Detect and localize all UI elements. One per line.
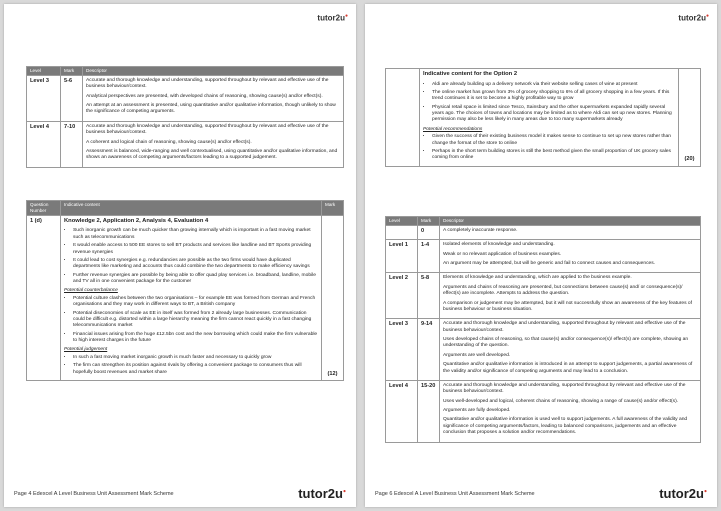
table-row — [386, 319, 701, 381]
list-item: • Potential culture clashes between the two organisations – for example EE was formed from German and French organisations and they may work in different ways to BT, a British company — [73, 296, 318, 309]
list-item: • The firm can strengthen its position against rivals by offering a convenient package to consumers thus will hopefully boost revenues and market share — [73, 363, 318, 376]
page-footer: Page 6 Edexcel A Level Business Unit Assessment Mark Scheme — [375, 491, 535, 497]
descriptor-text: A completely inaccurate response. — [443, 227, 518, 233]
descriptor-text: Accurate and thorough knowledge and understanding, supported throughout by relevant and effective use of the business behaviour/context. — [86, 123, 329, 136]
table-row — [386, 380, 701, 442]
descriptor — [83, 121, 344, 167]
col-header-descriptor: Descriptor — [440, 217, 701, 226]
descriptor-text: Isolated elements of knowledge and understanding. — [443, 242, 555, 248]
bullet-list — [64, 228, 318, 285]
table-row — [27, 215, 344, 380]
descriptor-text: A coherent and logical chain of reasoning, showing cause(s) and/or effect(s). — [86, 139, 252, 145]
list-item: • Further revenue synergies are possible by being able to offer quad play services i.e. broadband, landline, mobile and TV all in one convenient package for the customer — [73, 273, 318, 286]
descriptor — [440, 240, 701, 273]
level-label: Level 3 — [386, 319, 418, 381]
level-label — [386, 225, 418, 239]
descriptor-text: Quantitative and/or qualitative information is introduced in an attempt to support judgements, a partial awareness of the validity and/or significance of competing arguments and may lead to a conclusion. — [443, 362, 693, 374]
level-label: Level 3 — [27, 75, 61, 121]
list-item: • Physical retail space is limited since Tesco, Sainsbury and the other supermarkets expanded rapidly several years ago. The choices of towns and locations may be limited as to where Aldi can set up new stores. Planning permission may also be less likely in many areas due to too many supermarkets already — [432, 105, 675, 124]
col-header-level: Level — [386, 217, 418, 226]
descriptor-text: Accurate and thorough knowledge and understanding, supported throughout by relevant and effective use of the business behaviour/context. — [443, 321, 686, 333]
right-page — [365, 4, 717, 507]
level-label: Level 4 — [27, 121, 61, 167]
bullet-list — [423, 134, 675, 162]
list-item: • Perhaps in the short term building stores is still the best method given the small proportion of UK grocery sales coming from online — [432, 149, 675, 162]
descriptor-text: A comparison or judgement may be attempted, but it will not successfully show an awareness of the key features of business behaviour or business situation. — [443, 300, 693, 312]
left-levels-table — [26, 66, 344, 168]
mark-range: 15-20 — [418, 380, 440, 442]
list-item: • The online market has grown from 3% of grocery shopping to 6% of all grocery shopping in a few years. If this trend continues it is set to become a highly profitable way to grow — [432, 90, 675, 103]
page-footer: Page 4 Edexcel A Level Business Unit Assessment Mark Scheme — [14, 491, 174, 497]
descriptor-text: Uses well-developed and logical, coherent chains of reasoning, showing a range of cause(s) and/or effect(s). — [443, 398, 679, 404]
content-heading: Knowledge 2, Application 2, Analysis 4, Evaluation 4 — [64, 217, 209, 224]
option-table — [385, 68, 701, 167]
question-mark: (12) — [322, 215, 344, 380]
option-content — [420, 69, 679, 167]
col-header-mark: Mark — [418, 217, 440, 226]
table-row — [27, 75, 344, 121]
table-row — [27, 121, 344, 167]
list-item: • It could lead to cost synergies e.g. redundancies are possible as the two firms would have duplicated departments like marketing and accounts thus could combine the two departments to make efficiency savings — [73, 258, 318, 271]
indicative-content — [61, 215, 322, 380]
list-item: • Financial issues arising from the huge £12.5bn cost and the new borrowing which could make the firm vulnerable to high interest charges in the future — [73, 332, 318, 345]
brand-logo-small: tutor2u● — [317, 13, 348, 23]
col-header-mark: Mark — [61, 67, 83, 76]
list-item: • It would enable access to 500 EE stores to sell BT products and services like landline and BT Sports providing revenue synergies — [73, 243, 318, 256]
descriptor-text: Arguments are well developed. — [443, 352, 511, 358]
descriptor — [440, 273, 701, 319]
question-table — [26, 200, 344, 381]
list-item: • Such inorganic growth can be much quicker than growing internally which is important in a fast moving market such as telecommunications — [73, 228, 318, 241]
col-header-descriptor: Descriptor — [83, 67, 344, 76]
descriptor — [440, 319, 701, 381]
subheading-counterbalance: Potential counterbalance — [64, 288, 118, 294]
subheading-recommendations: Potential recommendations — [423, 126, 483, 132]
col-header-mark: Mark — [322, 201, 344, 216]
descriptor-text: An attempt at an assessment is presented, using quantitative and/or qualitative information, though unlikely to show the significance of competing arguments. — [86, 103, 336, 115]
mark-range: 9-14 — [418, 319, 440, 381]
question-number: 1 (d) — [27, 215, 61, 380]
descriptor-text: Elements of knowledge and understanding, which are applied to the business example. — [443, 275, 632, 281]
level-label: Level 4 — [386, 380, 418, 442]
list-item: • Given the success of their existing business model it makes sense to continue to set up new stores rather than change the format of the store to online — [432, 134, 675, 147]
mark-range: 7-10 — [61, 121, 83, 167]
empty-cell — [386, 69, 420, 167]
level-label: Level 1 — [386, 240, 418, 273]
descriptor-text: Assessment is balanced, wide-ranging and well contextualised, using quantitative and/or qualitative information, and shows an awareness of competing arguments/factors leading to a supported judgement. — [86, 148, 338, 161]
option-mark: (20) — [679, 69, 701, 167]
brand-logo-small: tutor2u● — [678, 13, 709, 23]
bullet-list — [64, 355, 318, 376]
descriptor-text: Uses developed chains of reasoning, so that cause(s) and/or consequence(s)/ effect(s) are complete, showing an understanding of the question. — [443, 337, 689, 349]
descriptor-text: Arguments are fully developed. — [443, 408, 511, 414]
table-row — [386, 225, 701, 239]
descriptor-text: Quantitative and/or qualitative information is used well to support judgements. A full awareness of the validity and significance of competing arguments/factors, leading to balanced comparisons, judgements and an effective conclusion that proposes a solution and/or recommendations. — [443, 417, 688, 436]
col-header-level: Level — [27, 67, 61, 76]
list-item: • Potential diseconomies of scale as EE in itself was formed from 2 already large businesses. Communication could be difficult e.g. distorted within a large hierarchy meaning the firm cannot react quickly in a fast changing telecommunications market — [73, 311, 318, 330]
table-row — [386, 69, 701, 167]
list-item: • Aldi are already building up a delivery network via their website selling cases of wine at present — [432, 82, 675, 88]
subheading-judgement: Potential judgement — [64, 347, 108, 353]
level-label: Level 2 — [386, 273, 418, 319]
descriptor-text: Accurate and thorough knowledge and understanding, supported throughout by relevant and effective use of the business behaviour/context. — [86, 77, 329, 90]
left-page — [4, 4, 356, 507]
descriptor — [83, 75, 344, 121]
brand-logo-footer: tutor2u● — [659, 486, 707, 501]
descriptor-text: Weak or no relevant application of business examples. — [443, 251, 562, 257]
right-levels-table — [385, 216, 701, 443]
list-item: • In such a fast moving market inorganic growth is much faster and necessary to quickly grow — [73, 355, 318, 361]
mark-range: 5-8 — [418, 273, 440, 319]
brand-logo-footer: tutor2u● — [298, 486, 346, 501]
bullet-list — [423, 82, 675, 124]
descriptor-text: Arguments and chains of reasoning are presented, but connections between cause(s) and/ or consequence(s)/ effect(s) are incomplete. Attempts to address the question. — [443, 284, 683, 297]
descriptor — [440, 380, 701, 442]
mark-range: 0 — [418, 225, 440, 239]
mark-range: 5-6 — [61, 75, 83, 121]
mark-range: 1-4 — [418, 240, 440, 273]
descriptor — [440, 225, 701, 239]
col-header-question: Question Number — [27, 201, 61, 216]
descriptor-text: An argument may be attempted, but will be generic and fail to connect causes and consequences. — [443, 261, 656, 267]
option-heading: Indicative content for the Option 2 — [423, 71, 518, 77]
col-header-content: Indicative content — [61, 201, 322, 216]
table-row — [386, 240, 701, 273]
descriptor-text: Analytical perspectives are presented, with developed chains of reasoning, showing cause(s) and/or effect(s). — [86, 93, 323, 99]
table-row — [386, 273, 701, 319]
descriptor-text: Accurate and thorough knowledge and understanding, supported throughout by relevant and effective use of the business behaviour/context. — [443, 382, 686, 395]
bullet-list — [64, 296, 318, 345]
